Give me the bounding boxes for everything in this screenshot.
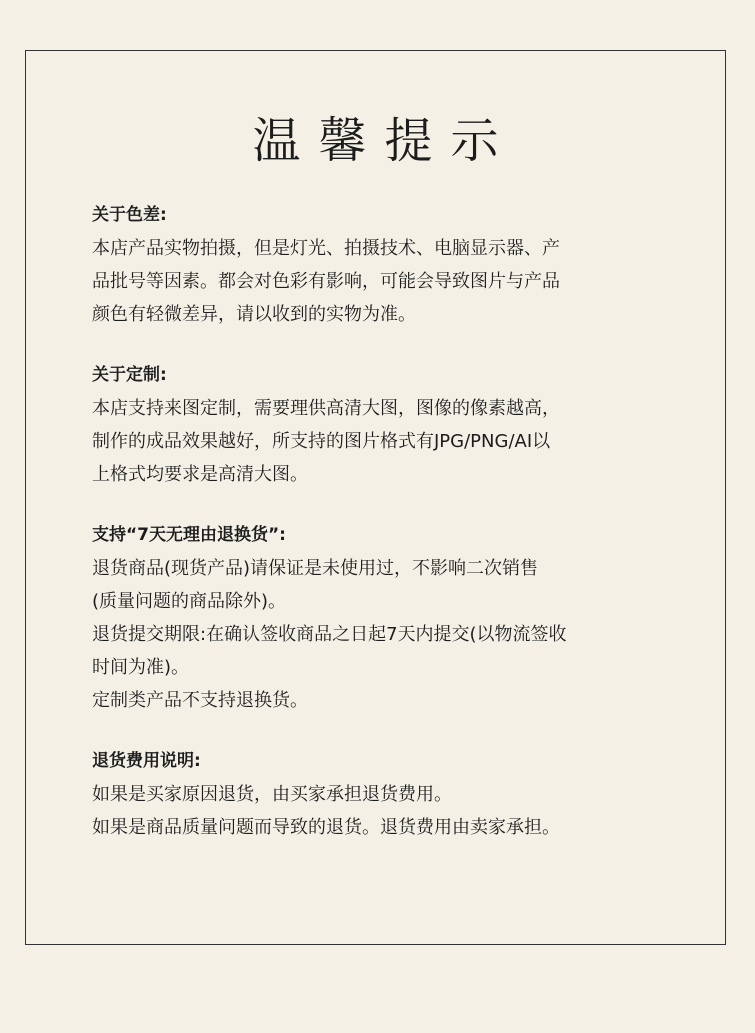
section-return-fees: [92, 745, 712, 844]
section-line: 退货商品(现货产品)请保证是未使用过，不影响二次销售: [92, 558, 539, 579]
notice-frame: [25, 50, 726, 945]
section-heading: 关于色差:: [92, 205, 167, 225]
section-color-difference: [92, 199, 712, 331]
page-title: 温馨提示: [252, 113, 517, 169]
section-line: (质量问题的商品除外)。: [92, 591, 287, 612]
section-customization: [92, 359, 712, 491]
section-line: 制作的成品效果越好，所支持的图片格式有JPG/PNG/AI以: [92, 431, 551, 452]
section-line: 时间为准)。: [92, 657, 190, 678]
section-line: 颜色有轻微差异，请以收到的实物为准。: [92, 304, 416, 325]
notice-content: [92, 199, 712, 872]
section-line: 如果是商品质量问题而导致的退货。退货费用由卖家承担。: [92, 817, 560, 838]
section-line: 定制类产品不支持退换货。: [92, 690, 308, 711]
section-line: 如果是买家原因退货，由买家承担退货费用。: [92, 784, 452, 805]
section-line: 品批号等因素。都会对色彩有影响，可能会导致图片与产品: [92, 271, 560, 292]
section-return-policy: [92, 519, 712, 717]
section-line: 本店产品实物拍摄，但是灯光、拍摄技术、电脑显示器、产: [92, 238, 560, 259]
section-heading: 退货费用说明:: [92, 751, 201, 771]
section-line: 本店支持来图定制，需要理供高清大图，图像的像素越高，: [92, 398, 560, 419]
section-heading: 支持“7天无理由退换货”:: [92, 525, 286, 545]
section-line: 退货提交期限:在确认签收商品之日起7天内提交(以物流签收: [92, 624, 567, 645]
section-heading: 关于定制:: [92, 365, 167, 385]
section-line: 上格式均要求是高清大图。: [92, 464, 308, 485]
